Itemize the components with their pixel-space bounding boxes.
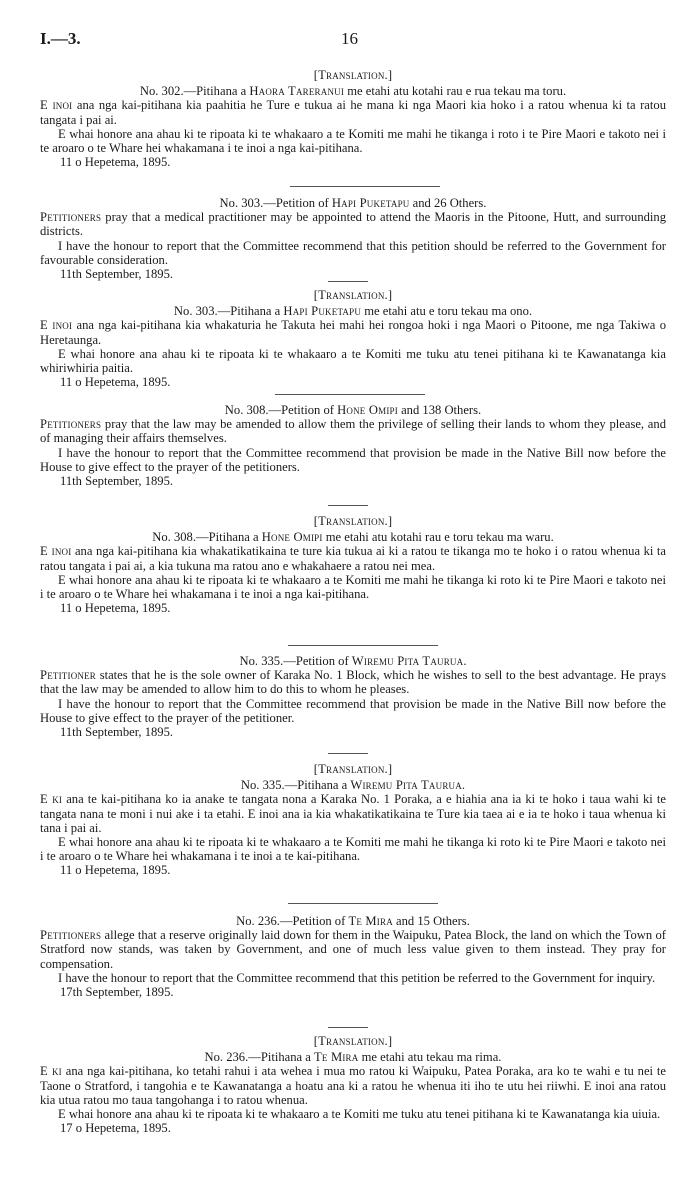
- section-303-translation: [40, 288, 666, 389]
- committee-report: E whai honore ana ahau ki te ripoata ki te whakaaro a te Komiti me mahi he tikanga i roto i te Pire Maori e takoto nei i te aroaro o te Whare hei whakamana i te inoi a nga kai-pitihana.: [40, 126, 666, 156]
- section-divider: [288, 645, 438, 646]
- report-date: 11 o Hepetema, 1895.: [60, 155, 171, 170]
- petition-text: Petitioners pray that the law may be amended to allow them the privilege of selling their lands to whom they please, and of managing their affairs themselves.: [40, 417, 666, 446]
- section-title: No. 308.—Pitihana a Hone Omipi me etahi atu kotahi rau e toru tekau ma waru.: [152, 530, 554, 545]
- report-date: 11th September, 1895.: [60, 725, 174, 740]
- committee-report: I have the honour to report that the Committee recommend that provision be made in the Native Bill now before the House to give effect to the prayer of the petitioners.: [40, 445, 666, 474]
- section-303-petition: [40, 196, 666, 281]
- section-title: No. 302.—Pitihana a Haora Tareranui me etahi atu kotahi rau e rua tekau ma toru.: [139, 84, 567, 99]
- section-308-translation: [40, 514, 666, 615]
- petition-text: E ki ana nga kai-pitihana, ko tetahi rahui i ata wehea i mua mo ratou ki Waipuku, Patea Poraka, ara ko te wahi e tu nei te Taone o Stratford, i tangohia e te Kawanatanga a hoatu ana ki a ratou he whenua iti iho te utu hei riiwhi. E inoi ana ratou kia utua ratou mo taua tangohanga i to ratou whenua.: [40, 1064, 666, 1107]
- report-date: 11 o Hepetema, 1895.: [60, 375, 171, 390]
- report-date: 17th September, 1895.: [60, 985, 174, 1000]
- translation-label: [Translation.]: [313, 514, 393, 528]
- section-title: No. 236.—Pitihana a Te Mira me etahi atu tekau ma rima.: [204, 1050, 502, 1065]
- committee-report: E whai honore ana ahau ki te ripoata ki te whakaaro a te Komiti me mahi he tikanga ki roto ki te Pire Maori e takoto nei i te aroaro o te Whare hei whakamana i te inoi a nga kai-pitihana.: [40, 572, 666, 602]
- section-title: No. 335.—Pitihana a Wiremu Pita Taurua.: [240, 778, 466, 793]
- section-335-petition: [40, 654, 666, 739]
- section-divider: [288, 903, 438, 904]
- petition-text: Petitioners allege that a reserve originally laid down for them in the Waipuku, Patea Block, the land on which the Town of Stratford now stands, was taken by Government, and one of much less value given to them instead. They pray for compensation.: [40, 928, 666, 971]
- page-number: 16: [341, 29, 358, 48]
- section-title: No. 236.—Petition of Te Mira and 15 Others.: [236, 914, 470, 928]
- section-308-petition: [40, 403, 666, 488]
- petition-text: E inoi ana nga kai-pitihana kia whakaturia he Takuta hei mahi hei rongoa hoki i nga Maori o Pitoone, me nga Takiwa o Heretaunga.: [40, 318, 666, 347]
- committee-report: I have the honour to report that the Committee recommend that provision be made in the Native Bill now before the House to give effect to the prayer of the petitioner.: [40, 696, 666, 725]
- section-divider: [328, 753, 368, 754]
- section-divider: [275, 394, 425, 395]
- petition-text: E inoi ana nga kai-pitihana kia whakatikatikaina te ture kia tukua ai ki a ratou te tikanga mo te hoko i o ratou whenua ki ta ratou tangata i pai ai, a kia tukuna ma ratou ano e whakahaere a ratou nei mea.: [40, 544, 666, 573]
- report-date: 17 o Hepetema, 1895.: [60, 1121, 171, 1136]
- section-title: No. 303.—Pitihana a Hapi Puketapu me etahi atu e toru tekau ma ono.: [173, 304, 533, 319]
- section-title: No. 303.—Petition of Hapi Puketapu and 26 Others.: [219, 196, 487, 210]
- section-title: No. 308.—Petition of Hone Omipi and 138 Others.: [224, 403, 482, 417]
- petition-text: E ki ana te kai-pitihana ko ia anake te tangata nona a Karaka No. 1 Poraka, a e hiahia ana ia ki te hoko i taua wahi ki te tangata nana te moni i nui ake i ta etahi. E inoi ana ia kia whakatikatikaina te Ture kia taea ai e ia te hoko i taua whenua ki tana i pai ai.: [40, 792, 667, 835]
- translation-label: [Translation.]: [313, 288, 393, 302]
- translation-label: [Translation.]: [313, 68, 393, 82]
- committee-report: E whai honore ana ahau ki te ripoata ki te whakaaro a te Komiti me tuku atu tenei pitihana ki te Kawanatanga kia whiriwhiria paitia.: [40, 346, 666, 376]
- section-335-translation: [40, 762, 666, 878]
- report-date: 11th September, 1895.: [60, 267, 174, 282]
- committee-report: E whai honore ana ahau ki te ripoata ki te whakaaro a te Komiti me tuku atu tenei pitihana ki te Kawanatanga kia uiuia.: [58, 1107, 661, 1122]
- report-date: 11 o Hepetema, 1895.: [60, 863, 171, 878]
- section-236-petition: [40, 914, 666, 999]
- section-divider: [328, 1027, 368, 1028]
- section-divider: [328, 505, 368, 506]
- translation-label: [Translation.]: [313, 1034, 393, 1048]
- section-title: No. 335.—Petition of Wiremu Pita Taurua.: [239, 654, 467, 668]
- committee-report: I have the honour to report that the Committee recommend that this petition be referred to the Government for inquiry.: [58, 970, 656, 985]
- petition-text: Petitioners pray that a medical practitioner may be appointed to attend the Maoris in the Pitoone, Hutt, and surrounding districts.: [40, 210, 666, 239]
- petition-text: Petitioner states that he is the sole owner of Karaka No. 1 Block, which he wishes to sell to the best advantage. He prays that the law may be amended to allow him to do this to whom he pleases.: [40, 668, 666, 697]
- section-236-translation: [40, 1034, 666, 1135]
- committee-report: I have the honour to report that the Committee recommend that this petition should be referred to the Government for favourable consideration.: [40, 238, 666, 267]
- parliamentary-paper-code: I.—3.: [40, 29, 81, 48]
- report-date: 11th September, 1895.: [60, 474, 174, 489]
- committee-report: E whai honore ana ahau ki te ripoata ki te whakaaro a te Komiti me mahi he tikanga ki roto ki te Pire Maori e takoto nei i te aroaro o te Whare hei whakamana i te inoi a te kai-pitihana.: [40, 835, 666, 864]
- report-date: 11 o Hepetema, 1895.: [60, 601, 171, 616]
- translation-label: [Translation.]: [313, 762, 393, 776]
- section-302-translation: [40, 68, 666, 169]
- section-divider: [328, 281, 368, 282]
- petition-text: E inoi ana nga kai-pitihana kia paahitia he Ture e tukua ai he mana ki nga Maori kia hoko i a ratou whenua ki ta ratou tangata i pai ai.: [40, 98, 666, 127]
- section-divider: [290, 186, 440, 187]
